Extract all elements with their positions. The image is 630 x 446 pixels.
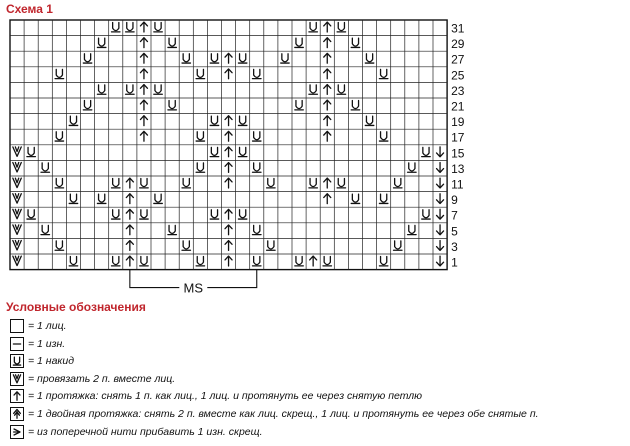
- row-number: 31: [451, 21, 465, 36]
- legend-item: [10, 371, 175, 387]
- yarn-over-symbol: [10, 354, 24, 368]
- legend-item: [10, 318, 67, 334]
- increase-symbol: [10, 425, 24, 439]
- legend-title: Условные обозначения: [6, 300, 146, 314]
- knit-symbol: [10, 319, 24, 333]
- legend-item: [10, 353, 74, 369]
- row-number: 29: [451, 37, 465, 52]
- legend-text: = провязать 2 п. вместе лиц.: [28, 372, 176, 385]
- legend-text: = 1 двойная протяжка: снять 2 п. вместе как лиц. скрещ., 1 лиц. и протянуть ее через обе снятые п.: [28, 408, 539, 420]
- double-decrease-symbol: [10, 407, 24, 421]
- row-number: 13: [451, 161, 465, 176]
- legend-text: = 1 изн.: [28, 337, 66, 350]
- row-number: 5: [451, 224, 458, 239]
- legend-item: [10, 424, 262, 440]
- ms-label: MS: [183, 280, 204, 296]
- row-number: 3: [451, 239, 458, 254]
- skpo-symbol: [10, 389, 24, 403]
- row-number: 7: [451, 208, 458, 223]
- legend-text: = из поперечной нити прибавить 1 изн. скрещ.: [28, 425, 263, 438]
- legend-item: [10, 336, 65, 352]
- k2tog-symbol: [10, 372, 24, 386]
- row-number: 21: [451, 99, 465, 114]
- legend-text: = 1 накид: [28, 355, 75, 368]
- row-number: 27: [451, 52, 465, 67]
- row-number: 25: [451, 68, 465, 83]
- row-number: 23: [451, 83, 465, 98]
- legend-text: = 1 протяжка: снять 1 п. как лиц., 1 лиц. и протянуть ее через снятую петлю: [28, 390, 423, 403]
- purl-symbol: [10, 337, 24, 351]
- legend-item: [10, 388, 422, 404]
- row-number: 1: [451, 255, 458, 270]
- row-number: 9: [451, 193, 458, 208]
- legend-text: = 1 лиц.: [28, 320, 67, 332]
- legend-item: [10, 406, 539, 422]
- row-number: 17: [451, 130, 465, 145]
- chart-title: Схема 1: [6, 2, 53, 16]
- row-number: 19: [451, 115, 465, 130]
- row-number: 15: [451, 146, 465, 161]
- row-number: 11: [451, 177, 464, 192]
